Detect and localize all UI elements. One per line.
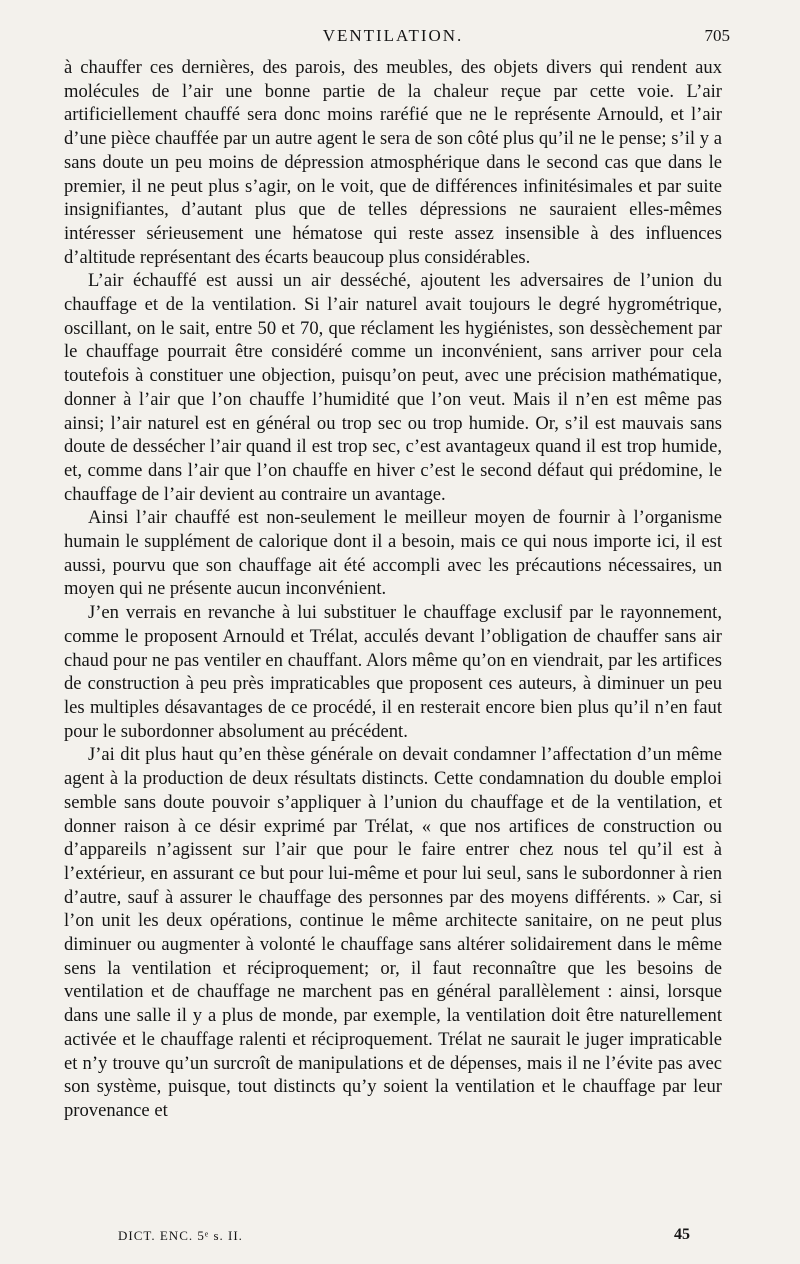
paragraph-continued: à chauffer ces dernières, des parois, des meubles, des objets divers qui rendent aux molécules de l’air une bonne partie de la chaleur reçue par cette voie. L’air artificiellement chauffé sera donc moins raréfié que ne le représente Arnould, et l’air d’une pièce chauffée par un autre agent le sera de son côté plus qu’il ne le pense; s’il y a sans doute un peu moins de dépression atmosphérique dans le second cas que dans le premier, il ne peut plus s’agir, on le voit, que de différences infinitésimales et par suite insignifiantes, d’autant plus que de telles dépressions ne sauraient elles-mêmes intéresser sérieusement une hématose qui reste assez insensible à des influences d’altitude représentant des écarts beaucoup plus considérables. <box>64 57 722 268</box>
running-head <box>64 26 730 52</box>
paragraph: J’ai dit plus haut qu’en thèse générale on devait condamner l’affectation d’un même agent à la production de deux résultats distincts. Cette condamnation du double emploi semble sans doute pouvoir s’appliquer à l’union du chauffage et de la ventilation, et donner raison à ce désir exprimé par Trélat, « que nos artifices de construction ou d’appareils n’agissent sur l’air que pour le faire entrer chez nous tel qu’il est à l’extérieur, en assurant ce but pour lui-même et pour lui seul, sans le subordonner à rien d’autre, sauf à assurer le chauffage des personnes par des moyens différents. » Car, si l’on unit les deux opérations, continue le même architecte sanitaire, on ne peut plus diminuer ou augmenter à volonté le chauffage sans altérer solidairement dans le même sens la ventilation et réciproquement; or, il faut reconnaître que les besoins de ventilation et de chauffage ne marchent pas en général parallèlement : ainsi, lorsque dans une salle il y a plus de monde, par exemple, la ventilation doit être naturellement activée et le chauffage ralenti et réciproquement. Trélat ne saurait le juger impraticable et n’y trouve qu’un surcroît de manipulations et de dépenses, mais il ne l’évite pas avec son système, puisque, tout distincts qu’y soient la ventilation et le chauffage par leur provenance et <box>64 744 722 1121</box>
page-number: 705 <box>704 26 730 45</box>
sheet-number: 45 <box>674 1226 690 1243</box>
running-title: VENTILATION. <box>322 26 464 45</box>
signature-mark: DICT. ENC. 5ᵉ s. II. <box>118 1228 243 1243</box>
paragraph: J’en verrais en revanche à lui substituer le chauffage exclusif par le rayonnement, comme le proposent Arnould et Trélat, acculés devant l’obligation de chauffer sans air chaud pour ne pas ventiler en chauffant. Alors même qu’on en viendrait, par les artifices de construction à peu près impraticables que proposent ces auteurs, à diminuer un peu les multiples désavantages de ce procédé, il en resterait encore bien plus qu’il n’en faut pour le subordonner absolument au précédent. <box>64 602 722 742</box>
body-text <box>64 56 722 1123</box>
page-footer <box>118 1228 690 1248</box>
paragraph: Ainsi l’air chauffé est non-seulement le meilleur moyen de fournir à l’organisme humain le supplément de calorique dont il a besoin, mais ce qui nous importe ici, il est aussi, pourvu que son chauffage ait été accompli avec les précautions nécessaires, un moyen qui ne présente aucun inconvénient. <box>64 507 722 600</box>
paragraph: L’air échauffé est aussi un air desséché, ajoutent les adversaires de l’union du chauffage et de la ventilation. Si l’air naturel avait toujours le degré hygrométrique, oscillant, on le sait, entre 50 et 70, que réclament les hygiénistes, son dessèchement par le chauffage pourrait être considéré comme un inconvénient, sans arriver pour cela toutefois à constituer une objection, puisqu’on peut, avec une précision mathématique, donner à l’air que l’on chauffe l’humidité que l’on veut. Mais il n’en est même pas ainsi; l’air naturel est en général ou trop sec ou trop humide. Or, s’il est mauvais sans doute de dessécher l’air quand il est trop sec, c’est avantageux quand il est trop humide, et, comme dans l’air que l’on chauffe en hiver c’est le second défaut qui prédomine, le chauffage de l’air devient au contraire un avantage. <box>64 270 722 505</box>
